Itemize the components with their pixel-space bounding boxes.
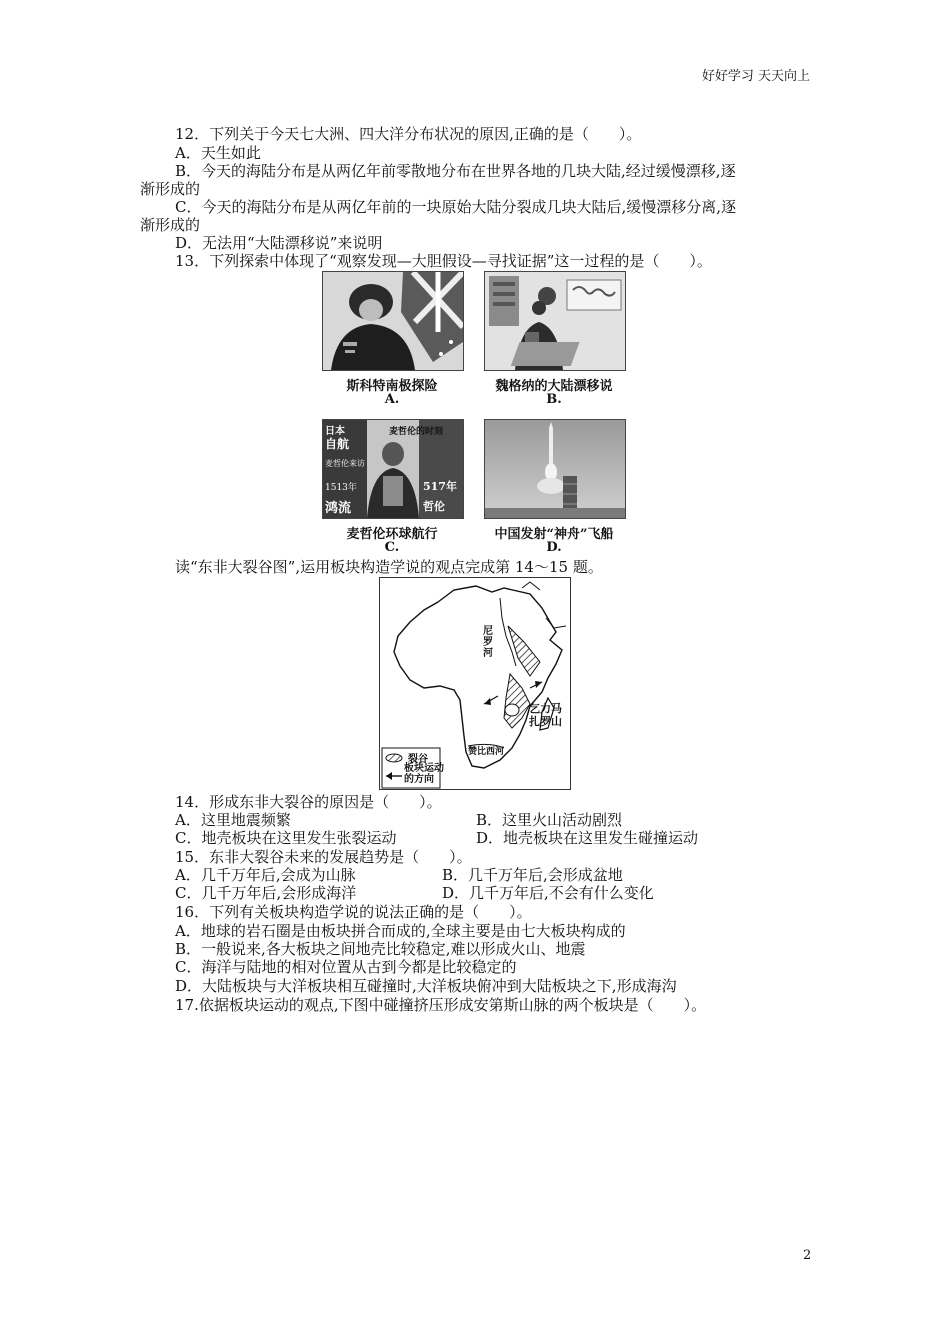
q13-letter-a: A.: [384, 392, 400, 407]
poster-word-2: 麦哲伦来访: [325, 459, 365, 468]
q16-option-c: C．海洋与陆地的相对位置从古到今都是比较稳定的: [175, 958, 517, 976]
q15-option-a: A．几千万年后,会成为山脉: [175, 866, 356, 884]
q15-option-b: B．几千万年后,会形成盆地: [442, 866, 623, 884]
q13-caption-b: 魏格纳的大陆漂移说: [495, 379, 613, 394]
q13-caption-c: 麦哲伦环球航行: [346, 527, 438, 542]
poster-word-5: 517年: [423, 480, 457, 493]
page-header: 好好学习 天天向上: [701, 69, 810, 84]
magellan-poster-photo: [322, 419, 464, 519]
q13-letter-c: C.: [384, 540, 400, 555]
poster-word-1: 自航: [325, 437, 350, 451]
q15-stem: 15．东非大裂谷未来的发展趋势是（ ）。: [175, 848, 472, 866]
scott-expedition-photo: [322, 271, 464, 371]
q12-option-b-line2: 渐形成的: [140, 180, 201, 198]
q16-stem: 16．下列有关板块构造学说的说法正确的是（ ）。: [175, 903, 532, 921]
q14-option-d: D．地壳板块在这里发生碰撞运动: [476, 829, 699, 847]
poster-word-7: 麦哲伦的时刻: [389, 427, 444, 437]
kilimanjaro-label: 乞力马 扎罗山: [529, 702, 562, 728]
q15-option-d: D．几千万年后,不会有什么变化: [442, 884, 654, 902]
q12-stem: 12．下列关于今天七大洲、四大洋分布状况的原因,正确的是（ ）。: [175, 125, 642, 143]
zambezi-label: 赞比西河: [468, 747, 505, 757]
poster-word-6: 哲伦: [423, 500, 445, 513]
q13-stem: 13．下列探索中体现了“观察发现—大胆假设—寻找证据”这一过程的是（ ）。: [175, 252, 712, 270]
reading-intro: 读“东非大裂谷图”,运用板块构造学说的观点完成第 14～15 题。: [175, 558, 603, 576]
q13-caption-a: 斯科特南极探险: [346, 379, 438, 394]
poster-word-0: 日本: [325, 426, 345, 437]
poster-word-3: 1513年: [325, 483, 357, 493]
page-number: 2: [803, 1248, 812, 1263]
poster-word-4: 鸿流: [325, 501, 352, 516]
legend-motion: 板块运动 的方向: [404, 763, 444, 785]
q14-stem: 14．形成东非大裂谷的原因是（ ）。: [175, 793, 442, 811]
q16-option-a: A．地球的岩石圈是由板块拼合而成的,全球主要是由七大板块构成的: [175, 922, 626, 940]
q15-option-c: C．几千万年后,会形成海洋: [175, 884, 357, 902]
q12-option-a: A．天生如此: [175, 144, 261, 162]
wegener-photo: [484, 271, 626, 371]
q14-option-a: A．这里地震频繁: [175, 811, 291, 829]
q12-option-c-line2: 渐形成的: [140, 216, 201, 234]
q17-stem: 17.依据板块运动的观点,下图中碰撞挤压形成安第斯山脉的两个板块是（ ）。: [175, 996, 707, 1014]
q12-option-d: D．无法用“大陆漂移说”来说明: [175, 234, 383, 252]
q16-option-b: B．一般说来,各大板块之间地壳比较稳定,难以形成火山、地震: [175, 940, 586, 958]
q12-option-c-line1: C．今天的海陆分布是从两亿年前的一块原始大陆分裂成几块大陆后,缓慢漂移分离,逐: [175, 198, 737, 216]
legend-rift: 裂谷: [408, 754, 428, 765]
q14-option-c: C．地壳板块在这里发生张裂运动: [175, 829, 397, 847]
q13-caption-d: 中国发射“神舟”飞船: [494, 527, 614, 542]
q14-option-b: B．这里火山活动剧烈: [476, 811, 623, 829]
q12-option-b-line1: B．今天的海陆分布是从两亿年前零散地分布在世界各地的几块大陆,经过缓慢漂移,逐: [175, 162, 736, 180]
q13-letter-d: D.: [546, 540, 562, 555]
q13-letter-b: B.: [546, 392, 562, 407]
east-african-rift-map: [379, 577, 571, 790]
q16-option-d: D．大陆板块与大洋板块相互碰撞时,大洋板块俯冲到大陆板块之下,形成海沟: [175, 977, 677, 995]
nile-label: 尼 罗 河: [483, 626, 493, 659]
shenzhou-launch-photo: [484, 419, 626, 519]
